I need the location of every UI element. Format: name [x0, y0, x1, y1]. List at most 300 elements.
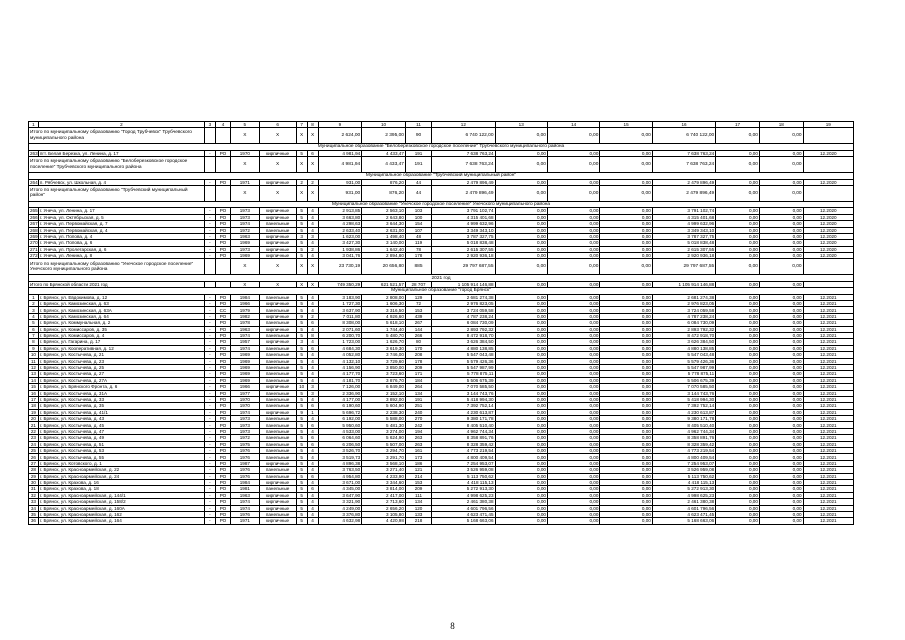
table-cell: -	[204, 492, 215, 498]
table-cell: 5	[296, 364, 307, 370]
table-cell: -	[204, 473, 215, 479]
table-cell: 4 773 219,54	[652, 448, 715, 454]
table-cell: г. Брянск, ул. Костычева, д. 53	[38, 448, 204, 454]
table-body	[29, 122, 854, 525]
table-cell: 103	[405, 208, 431, 214]
table-cell: 20	[29, 416, 39, 422]
table-cell: 5	[296, 253, 307, 259]
table-cell: 0,00	[547, 128, 599, 144]
table-cell: 4 315 401,68	[432, 214, 495, 220]
table-cell: 0,00	[716, 294, 760, 300]
table-cell: 267	[30, 221, 38, 227]
table-cell: 1969	[231, 364, 259, 370]
table-cell: X	[231, 185, 259, 201]
table-cell: -	[204, 150, 215, 156]
table-cell: 12.2021	[803, 479, 853, 485]
table-cell: 0,00	[495, 377, 547, 383]
table-cell: 7 638 763,24	[652, 157, 715, 173]
table-cell: 0,00	[600, 441, 652, 447]
table-cell: 4	[307, 371, 318, 377]
table-cell: 7	[29, 332, 39, 338]
table-cell: 0,00	[547, 403, 599, 409]
table-cell: 0,00	[716, 492, 760, 498]
table-cell: г. Унеча, ул. Октябрьская, д. 5	[38, 214, 204, 220]
table-cell: 2 643,80	[362, 214, 406, 220]
table-cell: 0,00	[600, 313, 652, 319]
table-cell: 184	[405, 377, 431, 383]
table-cell: 1972	[231, 435, 259, 441]
table-cell: 0,00	[600, 396, 652, 402]
table-cell: 12.2021	[803, 358, 853, 364]
table-cell: 266	[30, 214, 38, 220]
table-cell: 4 787 238,24	[652, 313, 715, 319]
table-cell: 0,00	[495, 313, 547, 319]
table-cell: 0,00	[759, 326, 803, 332]
table-cell: 0,00	[495, 467, 547, 473]
table-cell: 4 132,10	[318, 358, 362, 364]
section-title: Муниципальное образование "Белоберезковское городское поселение" Трубчевского муниципального района	[29, 144, 854, 150]
table-cell: 1969	[231, 240, 259, 246]
table-cell: 0,00	[759, 352, 803, 358]
table-cell: г. Брянск, ул. Кооперативная, д. 12	[38, 345, 204, 351]
table-cell: 191	[405, 150, 431, 156]
table-cell: г. Брянск, ул. Комиссаров, д. 35	[38, 326, 204, 332]
table-cell: X	[296, 185, 307, 201]
table-cell: 0,00	[495, 486, 547, 492]
table-cell: 0,00	[716, 511, 760, 517]
table-cell: 2 336,90	[318, 390, 362, 396]
table-cell: 0,00	[759, 157, 803, 173]
table-cell: 0,00	[600, 185, 652, 201]
table-cell	[215, 157, 230, 173]
table-cell: 8 472 918,70	[652, 332, 715, 338]
table-cell: РО	[215, 326, 230, 332]
table-cell: 1969	[231, 352, 259, 358]
table-cell: 0,00	[600, 403, 652, 409]
table-cell: 12.2021	[803, 518, 853, 524]
table-cell: 23 730,19	[318, 259, 362, 275]
table-cell: 5	[296, 246, 307, 252]
table-cell: 876,20	[362, 185, 406, 201]
table-cell: 5 547 043,48	[652, 352, 715, 358]
table-cell: 4 981,94	[318, 157, 362, 173]
table-cell: 0,00	[759, 227, 803, 233]
table-cell: 263	[30, 150, 38, 156]
table-cell: 4	[307, 479, 318, 485]
table-cell: 5 950,60	[318, 422, 362, 428]
table-cell: 0,00	[600, 253, 652, 259]
table-cell: 5 624,90	[362, 435, 406, 441]
table-cell: панельные	[259, 377, 296, 383]
table-cell: РО	[215, 403, 230, 409]
table-cell: 5 168 663,06	[432, 518, 495, 524]
table-cell: РО	[215, 150, 230, 156]
table-cell: 3 814,00	[362, 486, 406, 492]
table-cell: 3 671,00	[318, 479, 362, 485]
table-cell: 3 349 343,10	[652, 227, 715, 233]
table-cell: 4 298,63	[318, 221, 362, 227]
table-cell: г. Брянск, ул. Камозинская, д. 63	[38, 301, 204, 307]
table-cell: X	[259, 128, 296, 144]
table-cell: 12	[29, 364, 39, 370]
table-cell: 3	[307, 384, 318, 390]
table-cell: 0,00	[600, 448, 652, 454]
table-cell: РО	[215, 486, 230, 492]
table-cell: 0,00	[716, 227, 760, 233]
table-cell: 0,00	[495, 460, 547, 466]
table-cell: X	[259, 259, 296, 275]
table-cell: 4	[307, 326, 318, 332]
table-cell: 1 623,00	[318, 233, 362, 239]
table-cell: 111	[405, 492, 431, 498]
table-cell: 3 724 059,58	[652, 307, 715, 313]
table-cell: 1974	[231, 221, 259, 227]
table-cell: 1969	[231, 371, 259, 377]
table-cell: 0,00	[759, 435, 803, 441]
table-cell: 5	[296, 294, 307, 300]
table-cell: 3 626 384,50	[432, 339, 495, 345]
table-cell: -	[204, 486, 215, 492]
table-cell: X	[307, 185, 318, 201]
table-cell: кирпичные	[259, 339, 296, 345]
table-cell: 29 797 687,55	[432, 259, 495, 275]
table-cell: 4 433,47	[362, 150, 406, 156]
table-cell: 5	[296, 358, 307, 364]
table-cell: 3 376,80	[318, 511, 362, 517]
table-cell: 1972	[231, 227, 259, 233]
table-cell	[803, 259, 853, 275]
table-cell: 1976	[231, 467, 259, 473]
table-cell: 3 526,70	[318, 448, 362, 454]
table-cell: 4 533,00	[318, 428, 362, 434]
table-cell: 0,00	[759, 150, 803, 156]
table-cell: 0,00	[716, 486, 760, 492]
table-cell: 5	[296, 505, 307, 511]
table-cell: 0,00	[759, 332, 803, 338]
table-cell: РО	[215, 479, 230, 485]
table-cell: 4 999 632,96	[432, 221, 495, 227]
table-cell: 0,00	[495, 511, 547, 517]
table-cell: 7 254 953,07	[432, 460, 495, 466]
table-cell: 0,00	[759, 403, 803, 409]
table-cell: 0,00	[716, 185, 760, 201]
table-cell: 0,00	[495, 128, 547, 144]
table-cell: 5	[296, 150, 307, 156]
column-number: 18	[759, 122, 803, 128]
table-cell: 267	[405, 320, 431, 326]
table-cell: 5 018 838,48	[432, 240, 495, 246]
table-cell: 0,00	[495, 179, 547, 185]
table-cell: 0,00	[547, 307, 599, 313]
table-cell: 4 800 409,54	[432, 454, 495, 460]
table-cell: 263	[405, 441, 431, 447]
table-cell: 1978	[231, 320, 259, 326]
table-cell: 3 892,00	[362, 396, 406, 402]
table-cell: 0,00	[759, 339, 803, 345]
table-cell: 4 315 401,68	[652, 214, 715, 220]
table-cell: 8 308,00	[318, 320, 362, 326]
table-cell	[803, 128, 853, 144]
table-cell: 5	[296, 307, 307, 313]
table-cell: 6 190,60	[318, 403, 362, 409]
column-number: 8	[307, 122, 318, 128]
table-cell: -	[204, 221, 215, 227]
table-cell: 5	[296, 371, 307, 377]
table-cell: -	[204, 339, 215, 345]
table-cell: 0,00	[547, 352, 599, 358]
table-cell: 4	[307, 454, 318, 460]
table-cell: 0,00	[495, 505, 547, 511]
table-cell: 0,00	[547, 246, 599, 252]
table-cell: 18	[29, 403, 39, 409]
table-cell: 0,00	[547, 233, 599, 239]
table-cell: 5	[296, 422, 307, 428]
table-cell: РО	[215, 448, 230, 454]
table-cell: X	[259, 281, 296, 287]
table-cell: 0,00	[547, 364, 599, 370]
table-cell: 4 420,98	[362, 518, 406, 524]
table-cell: 5	[296, 221, 307, 227]
table-cell: г. Брянск, ул. Костычева, д. 33	[38, 396, 204, 402]
table-cell: -	[204, 332, 215, 338]
table-cell: 5 168 663,06	[652, 518, 715, 524]
column-number: 14	[547, 122, 599, 128]
table-cell: 876,20	[362, 179, 406, 185]
table-cell: 0,00	[600, 390, 652, 396]
table-cell: 72	[405, 301, 431, 307]
table-cell: -	[204, 384, 215, 390]
table-cell: РО	[215, 352, 230, 358]
table-cell: 0,00	[759, 390, 803, 396]
table-cell: РО	[215, 384, 230, 390]
table-cell: -	[204, 208, 215, 214]
table-cell: -	[204, 396, 215, 402]
table-cell: 0,00	[716, 371, 760, 377]
table-cell: 3 647,90	[318, 492, 362, 498]
table-cell: РО	[215, 301, 230, 307]
table-cell: 0,00	[600, 473, 652, 479]
table-cell: 0,00	[600, 492, 652, 498]
table-cell: 3 271,40	[362, 467, 406, 473]
table-cell: 0,00	[600, 301, 652, 307]
table-cell: 0,00	[716, 253, 760, 259]
table-cell: кирпичные	[259, 246, 296, 252]
table-cell: -	[204, 460, 215, 466]
table-cell	[204, 259, 215, 275]
table-cell: 12.2021	[803, 352, 853, 358]
table-cell: 0,00	[547, 505, 599, 511]
table-cell: 12.2021	[803, 384, 853, 390]
table-cell: 263	[405, 435, 431, 441]
column-number: 4	[215, 122, 230, 128]
table-cell: панельные	[259, 352, 296, 358]
table-cell: РО	[215, 214, 230, 220]
table-cell: 1974	[231, 332, 259, 338]
table-cell: 2 681 274,38	[652, 294, 715, 300]
table-cell: 12.2020	[803, 227, 853, 233]
table-cell: 209	[405, 486, 431, 492]
table-cell: 4 177,00	[318, 396, 362, 402]
table-cell: 0,00	[495, 345, 547, 351]
table-cell: X	[296, 259, 307, 275]
table-cell: 4	[307, 294, 318, 300]
table-cell: 9 380 171,78	[652, 416, 715, 422]
table-cell: г. Брянск, ул. Красноармейская, д. 158/2	[38, 499, 204, 505]
table-cell: 121	[405, 467, 431, 473]
table-cell: 2 656,20	[362, 505, 406, 511]
table-cell: 3 105,80	[362, 511, 406, 517]
table-cell: 12.2020	[803, 240, 853, 246]
table-cell: 5	[296, 499, 307, 505]
table-cell: 4	[307, 352, 318, 358]
table-cell: 80	[405, 339, 431, 345]
table-cell: 4	[307, 253, 318, 259]
table-cell: -	[204, 435, 215, 441]
table-cell: 6 064,60	[318, 435, 362, 441]
table-cell: X	[259, 157, 296, 173]
table-cell: 0,00	[759, 364, 803, 370]
table-cell: 8 328 359,42	[652, 441, 715, 447]
table-cell: 1973	[231, 214, 259, 220]
table-cell: 0,00	[716, 364, 760, 370]
table-cell: 5	[296, 377, 307, 383]
table-cell: 21	[29, 422, 39, 428]
table-cell: 15	[29, 384, 39, 390]
table-cell: 6 084 730,09	[432, 320, 495, 326]
table-cell: 0,00	[547, 499, 599, 505]
table-cell: 12.2021	[803, 486, 853, 492]
column-number: 16	[652, 122, 715, 128]
table-cell: г. Брянск, ул. Крахова, д. 16	[38, 479, 204, 485]
table-cell: 749 350,29	[318, 281, 362, 287]
table-cell: 33	[29, 499, 39, 505]
table-cell: 5	[296, 345, 307, 351]
column-number: 5	[231, 122, 259, 128]
table-cell: 5	[296, 240, 307, 246]
table-cell: 0,00	[716, 384, 760, 390]
table-cell: 0,00	[547, 179, 599, 185]
table-cell: РО	[215, 467, 230, 473]
table-cell: 0,00	[547, 511, 599, 517]
table-cell: 3 619,30	[362, 345, 406, 351]
table-cell: 5 113 750,62	[432, 473, 495, 479]
table-cell: 0,00	[759, 185, 803, 201]
table-cell: 0,00	[600, 486, 652, 492]
table-cell: 0,00	[600, 208, 652, 214]
table-cell: кирпичные	[259, 505, 296, 511]
table-cell: г. Брянск, ул. Красноармейская, д. 22	[38, 467, 204, 473]
table-cell: 4 926,60	[362, 313, 406, 319]
table-cell: 0,00	[495, 371, 547, 377]
table-cell: панельные	[259, 227, 296, 233]
table-cell: 4 999 632,96	[652, 221, 715, 227]
table-cell: 5	[296, 467, 307, 473]
table-cell: 0,00	[759, 428, 803, 434]
table-cell: панельные	[259, 428, 296, 434]
table-cell: 12.2021	[803, 492, 853, 498]
column-number: 13	[495, 122, 547, 128]
table-cell: 0,00	[716, 345, 760, 351]
table-cell: 0,00	[495, 157, 547, 173]
table-cell: X	[231, 128, 259, 144]
table-cell: 3 526 959,08	[652, 467, 715, 473]
table-cell: 0,00	[547, 281, 599, 287]
table-cell: 0,00	[547, 253, 599, 259]
table-cell: РО	[215, 371, 230, 377]
table-cell: 0,00	[547, 345, 599, 351]
table-cell: 0,00	[716, 240, 760, 246]
table-cell: 4 998 625,23	[652, 492, 715, 498]
table-cell: 0,00	[759, 499, 803, 505]
table-cell: 6	[307, 473, 318, 479]
table-cell: 0,00	[547, 208, 599, 214]
table-cell: 0,00	[600, 416, 652, 422]
table-cell: 8	[307, 332, 318, 338]
table-cell: 0,00	[547, 332, 599, 338]
table-cell: 28 707	[405, 281, 431, 287]
table-cell: 3 644,30	[362, 221, 406, 227]
column-number: 17	[716, 122, 760, 128]
table-cell: РО	[215, 511, 230, 517]
table-cell: 12.2021	[803, 460, 853, 466]
table-cell: 0,00	[495, 492, 547, 498]
table-cell: 0,00	[600, 428, 652, 434]
table-cell: 0,00	[495, 326, 547, 332]
table-cell: -	[204, 246, 215, 252]
table-cell: 4 962 744,34	[652, 428, 715, 434]
table-cell: 0,00	[547, 150, 599, 156]
table-cell: 29	[29, 473, 39, 479]
table-cell: 2 976 823,05	[652, 301, 715, 307]
table-cell: 0,00	[759, 396, 803, 402]
table-cell: г. Брянск, ул. Костычева, д. 27	[38, 371, 204, 377]
table-cell: 2	[29, 301, 39, 307]
table-cell: 12.2021	[803, 390, 853, 396]
table-cell: -	[204, 416, 215, 422]
table-cell: 0,00	[495, 428, 547, 434]
table-cell: -	[204, 253, 215, 259]
table-cell: 5 506 675,39	[432, 377, 495, 383]
table-cell: 10	[296, 384, 307, 390]
table-cell: 0,00	[716, 505, 760, 511]
table-cell: 30	[29, 479, 39, 485]
table-cell: 3 723,60	[362, 371, 406, 377]
table-cell: 6 740 122,00	[652, 128, 715, 144]
table-cell: 0,00	[759, 301, 803, 307]
table-cell: 0,00	[716, 301, 760, 307]
table-cell: 5	[296, 492, 307, 498]
table-cell: РО	[215, 409, 230, 415]
table-cell: 1974	[231, 409, 259, 415]
table-cell: 0,00	[716, 454, 760, 460]
table-cell: 5 018 838,48	[652, 240, 715, 246]
table-cell: 3	[296, 339, 307, 345]
table-cell: РО	[215, 179, 230, 185]
table-cell	[215, 185, 230, 201]
table-cell: X	[231, 157, 259, 173]
table-cell: -	[204, 441, 215, 447]
table-cell: 0,00	[495, 221, 547, 227]
table-cell: 0,00	[759, 505, 803, 511]
table-cell: 1982	[231, 313, 259, 319]
table-cell: 439	[405, 313, 431, 319]
table-cell: РО	[215, 358, 230, 364]
table-cell: 1 606,30	[362, 301, 406, 307]
table-cell: 9	[296, 409, 307, 415]
table-cell: 3 791 102,74	[432, 208, 495, 214]
table-cell: 133	[405, 511, 431, 517]
table-cell: 12.2021	[803, 364, 853, 370]
